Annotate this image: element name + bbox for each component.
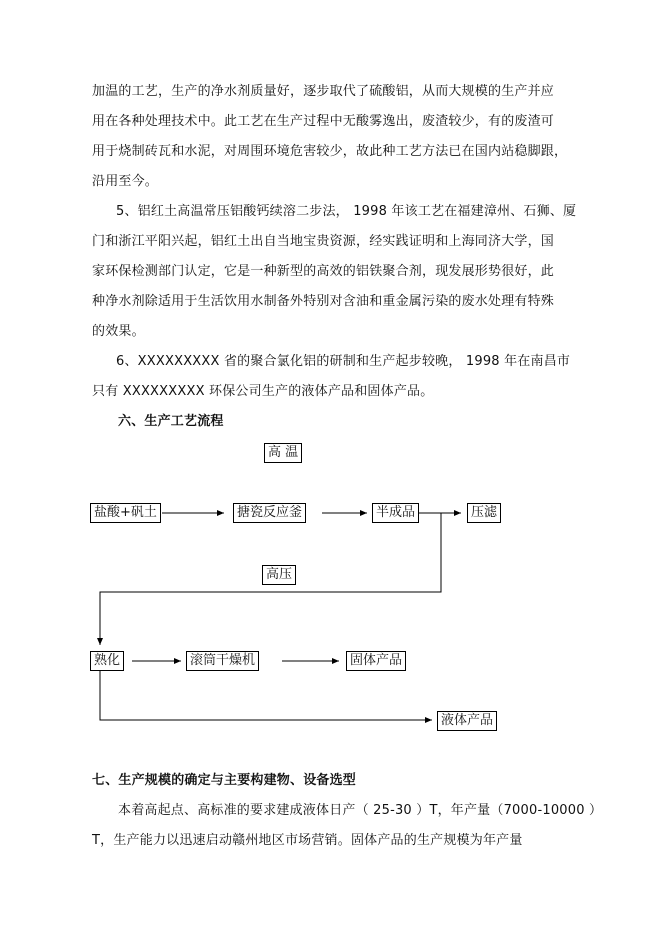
flow-box-high-pressure: 高压 (262, 565, 296, 585)
text-line: 的效果。 (92, 324, 145, 339)
text-line: 5、铝红土高温常压铝酸钙续溶二步法， 1998 年该工艺在福建漳州、石狮、厦 (116, 204, 577, 219)
text-line: T，生产能力以迅速启动赣州地区市场营销。固体产品的生产规模为年产量 (92, 833, 523, 848)
text-line: 本着高起点、高标准的要求建成液体日产（ 25-30 ）T，年产量（7000-10000 ） (118, 803, 603, 818)
text-line: 沿用至今。 (92, 174, 159, 189)
text-line: 门和浙江平阳兴起，铝红土出自当地宝贵资源，经实践证明和上海同济大学，国 (92, 234, 555, 249)
flow-box-liquid-product: 液体产品 (437, 711, 497, 731)
section-heading: 六、生产工艺流程 (118, 414, 224, 429)
text-line: 用于烧制砖瓦和水泥，对周围环境危害较少，故此种工艺方法已在国内站稳脚跟， (92, 144, 568, 159)
flow-box-press-filter: 压滤 (467, 503, 501, 523)
flow-box-high-temp: 高 温 (264, 443, 302, 463)
flow-box-semi-product: 半成品 (372, 503, 419, 523)
text-line: 家环保检测部门认定，它是一种新型的高效的铝铁聚合剂，现发展形势很好，此 (92, 264, 555, 279)
text-line: 种净水剂除适用于生活饮用水制备外特别对含油和重金属污染的废水处理有特殊 (92, 294, 555, 309)
text-line: 加温的工艺，生产的净水剂质量好，逐步取代了硫酸铝，从而大规模的生产并应 (92, 84, 555, 99)
flow-box-dryer: 滚筒干燥机 (186, 651, 259, 671)
arrow-curing-to-liquid (100, 671, 432, 720)
flow-box-solid-product: 固体产品 (346, 651, 406, 671)
flow-box-curing: 熟化 (90, 651, 124, 671)
section-heading: 七、生产规模的确定与主要构建物、设备选型 (92, 773, 357, 788)
text-line: 6、XXXXXXXXX 省的聚合氯化铝的研制和生产起步较晚， 1998 年在南昌市 (116, 354, 571, 369)
text-line: 用在各种处理技术中。此工艺在生产过程中无酸雾逸出，废渣较少，有的废渣可 (92, 114, 555, 129)
text-line: 只有 XXXXXXXXX 环保公司生产的液体产品和固体产品。 (92, 384, 434, 399)
flow-box-input: 盐酸+矾土 (90, 503, 161, 523)
flow-box-reactor: 搪瓷反应釜 (233, 503, 306, 523)
